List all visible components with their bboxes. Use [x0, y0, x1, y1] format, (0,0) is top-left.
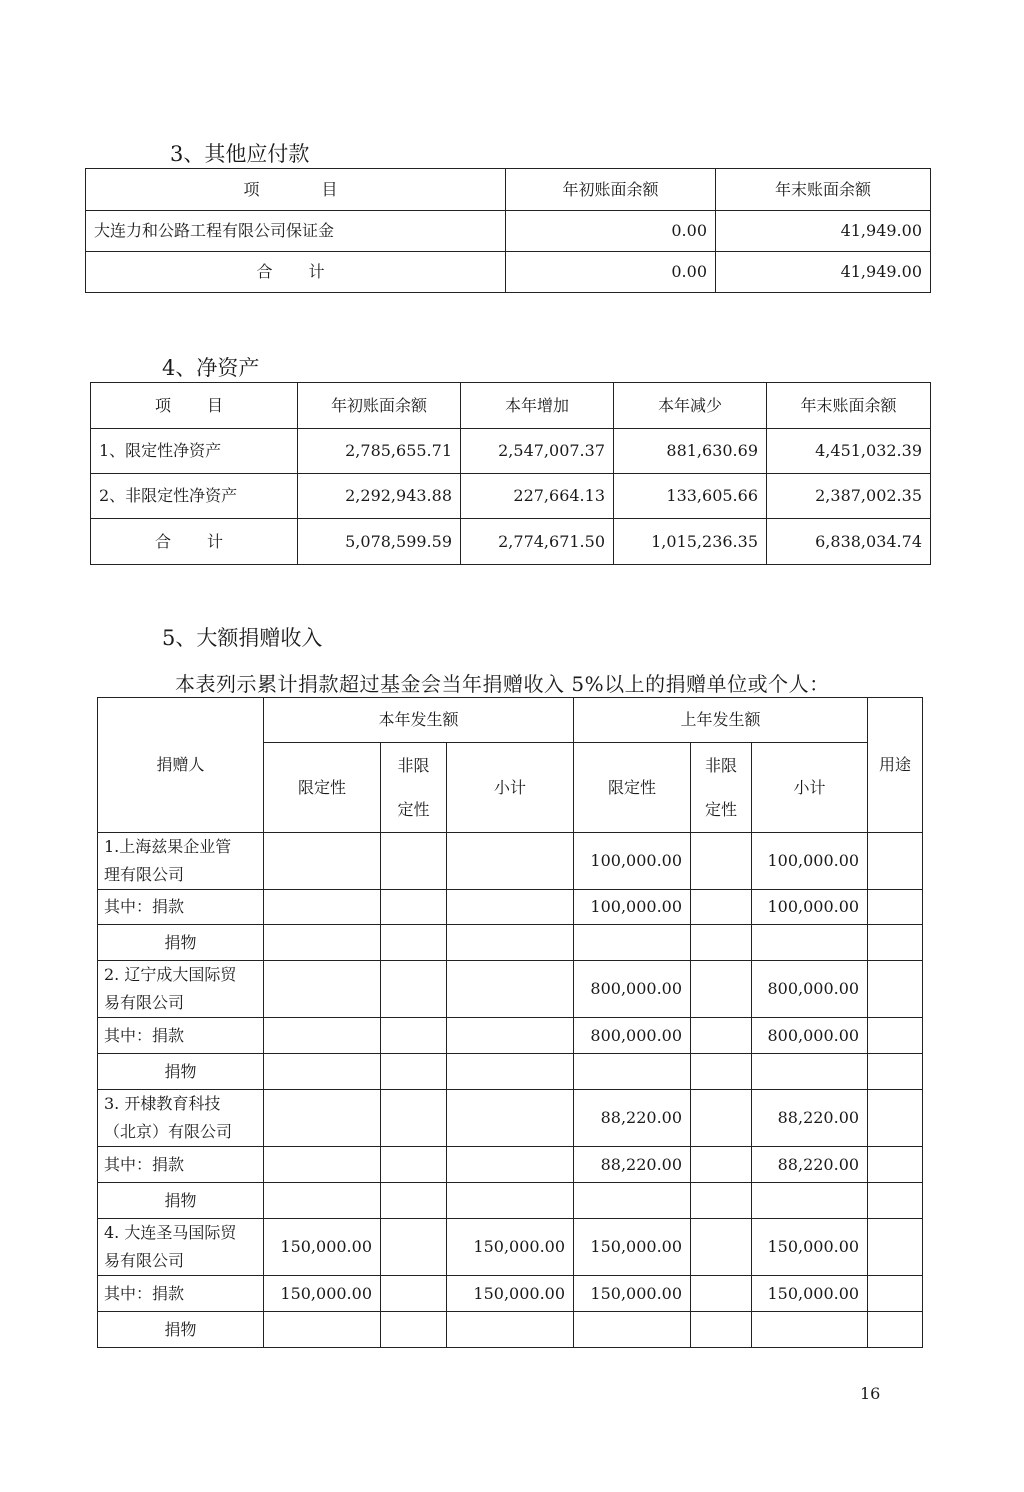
purpose	[868, 1276, 923, 1312]
total-begin: 0.00	[506, 252, 716, 293]
header-decrease: 本年减少	[614, 383, 767, 429]
total-row	[86, 252, 931, 293]
donor-name-line1: 4. 大连圣马国际贸	[104, 1223, 237, 1242]
prev-subtotal	[752, 1183, 868, 1219]
header-end-balance: 年末账面余额	[767, 383, 931, 429]
section-3-title: 3、其他应付款	[170, 142, 310, 166]
purpose	[868, 1312, 923, 1348]
purpose	[868, 961, 923, 1018]
prev-subtotal	[752, 1312, 868, 1348]
row-end: 2,387,002.35	[767, 474, 931, 519]
cur-restricted	[264, 925, 381, 961]
donor-name-line2: （北京）有限公司	[104, 1122, 233, 1141]
header-prev-unrestricted	[691, 743, 752, 833]
donor-name	[98, 961, 264, 1018]
cur-unrestricted	[381, 1276, 447, 1312]
cur-restricted	[264, 833, 381, 890]
header-item: 项 目	[86, 169, 506, 211]
row-begin: 0.00	[506, 211, 716, 252]
purpose	[868, 925, 923, 961]
goods-row	[98, 1183, 923, 1219]
goods-label: 捐物	[98, 1312, 264, 1348]
prev-subtotal: 100,000.00	[752, 833, 868, 890]
cur-subtotal	[447, 925, 574, 961]
prev-unrestricted	[691, 925, 752, 961]
table-header-row	[98, 698, 923, 743]
donor-row	[98, 961, 923, 1018]
prev-restricted: 150,000.00	[574, 1219, 691, 1276]
cur-subtotal	[447, 961, 574, 1018]
prev-subtotal: 150,000.00	[752, 1219, 868, 1276]
cur-subtotal	[447, 833, 574, 890]
total-end: 6,838,034.74	[767, 519, 931, 565]
cash-label: 其中：捐款	[98, 890, 264, 925]
cur-subtotal: 150,000.00	[447, 1219, 574, 1276]
header-unrestricted-line1: 非限	[397, 755, 430, 775]
cur-restricted	[264, 961, 381, 1018]
prev-unrestricted	[691, 1312, 752, 1348]
purpose	[868, 890, 923, 925]
cash-row	[98, 1276, 923, 1312]
table-row	[91, 429, 931, 474]
total-label: 合 计	[91, 519, 298, 565]
prev-subtotal: 150,000.00	[752, 1276, 868, 1312]
goods-row	[98, 1312, 923, 1348]
table-header-row	[86, 169, 931, 211]
prev-unrestricted	[691, 1018, 752, 1054]
header-prev-subtotal: 小计	[752, 743, 868, 833]
row-item: 1、限定性净资产	[91, 429, 298, 474]
header-item: 项 目	[91, 383, 298, 429]
cur-restricted: 150,000.00	[264, 1219, 381, 1276]
goods-row	[98, 925, 923, 961]
purpose	[868, 1183, 923, 1219]
total-row	[91, 519, 931, 565]
cur-unrestricted	[381, 1219, 447, 1276]
goods-label: 捐物	[98, 925, 264, 961]
cur-restricted	[264, 890, 381, 925]
cur-subtotal	[447, 1090, 574, 1147]
donor-name-line1: 2. 辽宁成大国际贸	[104, 965, 237, 984]
cur-unrestricted	[381, 1090, 447, 1147]
cur-subtotal	[447, 1018, 574, 1054]
prev-subtotal: 88,220.00	[752, 1147, 868, 1183]
prev-restricted	[574, 1312, 691, 1348]
purpose	[868, 1054, 923, 1090]
cur-subtotal	[447, 890, 574, 925]
cash-label: 其中：捐款	[98, 1147, 264, 1183]
row-decrease: 133,605.66	[614, 474, 767, 519]
cur-restricted: 150,000.00	[264, 1276, 381, 1312]
cash-row	[98, 1147, 923, 1183]
header-donor: 捐赠人	[98, 698, 264, 833]
row-item: 2、非限定性净资产	[91, 474, 298, 519]
cur-unrestricted	[381, 961, 447, 1018]
cash-row	[98, 1018, 923, 1054]
prev-unrestricted	[691, 833, 752, 890]
cur-subtotal	[447, 1312, 574, 1348]
prev-restricted: 800,000.00	[574, 1018, 691, 1054]
row-increase: 227,664.13	[461, 474, 614, 519]
purpose	[868, 833, 923, 890]
header-unrestricted-line2: 定性	[705, 799, 738, 819]
prev-restricted	[574, 1183, 691, 1219]
cur-restricted	[264, 1090, 381, 1147]
prev-restricted: 800,000.00	[574, 961, 691, 1018]
cur-subtotal	[447, 1183, 574, 1219]
donor-name-line2: 易有限公司	[104, 993, 185, 1012]
header-begin-balance: 年初账面余额	[298, 383, 461, 429]
donor-row	[98, 1219, 923, 1276]
header-unrestricted-line1: 非限	[705, 755, 738, 775]
cur-restricted	[264, 1147, 381, 1183]
row-item: 大连力和公路工程有限公司保证金	[86, 211, 506, 252]
section-5-title: 5、大额捐赠收入	[162, 626, 323, 650]
prev-unrestricted	[691, 961, 752, 1018]
donor-row	[98, 833, 923, 890]
cur-unrestricted	[381, 925, 447, 961]
header-increase: 本年增加	[461, 383, 614, 429]
table-row	[86, 211, 931, 252]
header-begin-balance: 年初账面余额	[506, 169, 716, 211]
header-unrestricted-line2: 定性	[397, 799, 430, 819]
cur-restricted	[264, 1312, 381, 1348]
section-4-title: 4、净资产	[162, 356, 260, 380]
goods-row	[98, 1054, 923, 1090]
goods-label: 捐物	[98, 1054, 264, 1090]
header-cur-restricted: 限定性	[264, 743, 381, 833]
prev-subtotal	[752, 1054, 868, 1090]
page-number: 16	[860, 1384, 881, 1403]
cur-subtotal	[447, 1054, 574, 1090]
cur-restricted	[264, 1054, 381, 1090]
cur-restricted	[264, 1183, 381, 1219]
donor-name	[98, 1219, 264, 1276]
cur-subtotal: 150,000.00	[447, 1276, 574, 1312]
purpose	[868, 1090, 923, 1147]
prev-subtotal: 88,220.00	[752, 1090, 868, 1147]
donor-name-line1: 3. 开棣教育科技	[104, 1094, 221, 1113]
prev-unrestricted	[691, 1276, 752, 1312]
total-decrease: 1,015,236.35	[614, 519, 767, 565]
cash-label: 其中：捐款	[98, 1276, 264, 1312]
total-increase: 2,774,671.50	[461, 519, 614, 565]
cash-label: 其中：捐款	[98, 1018, 264, 1054]
donor-row	[98, 1090, 923, 1147]
prev-restricted: 150,000.00	[574, 1276, 691, 1312]
row-increase: 2,547,007.37	[461, 429, 614, 474]
cur-unrestricted	[381, 1183, 447, 1219]
row-begin: 2,785,655.71	[298, 429, 461, 474]
total-end: 41,949.00	[716, 252, 931, 293]
donor-name-line2: 易有限公司	[104, 1251, 185, 1270]
header-purpose: 用途	[868, 698, 923, 833]
prev-restricted: 88,220.00	[574, 1147, 691, 1183]
cur-restricted	[264, 1018, 381, 1054]
purpose	[868, 1219, 923, 1276]
donor-name	[98, 833, 264, 890]
header-cur-subtotal: 小计	[447, 743, 574, 833]
net-assets-table	[90, 382, 931, 565]
prev-restricted: 100,000.00	[574, 833, 691, 890]
purpose	[868, 1018, 923, 1054]
prev-unrestricted	[691, 890, 752, 925]
prev-unrestricted	[691, 1183, 752, 1219]
prev-restricted: 88,220.00	[574, 1090, 691, 1147]
cur-unrestricted	[381, 1054, 447, 1090]
other-payables-table	[85, 168, 931, 293]
goods-label: 捐物	[98, 1183, 264, 1219]
cur-unrestricted	[381, 833, 447, 890]
prev-restricted	[574, 925, 691, 961]
row-begin: 2,292,943.88	[298, 474, 461, 519]
large-donations-table	[97, 697, 923, 1348]
prev-restricted: 100,000.00	[574, 890, 691, 925]
header-current-year: 本年发生额	[264, 698, 574, 743]
donor-name	[98, 1090, 264, 1147]
section-5-note: 本表列示累计捐款超过基金会当年捐赠收入 5%以上的捐赠单位或个人：	[175, 672, 830, 696]
prev-unrestricted	[691, 1054, 752, 1090]
prev-unrestricted	[691, 1147, 752, 1183]
cur-unrestricted	[381, 890, 447, 925]
prev-subtotal: 800,000.00	[752, 1018, 868, 1054]
cur-unrestricted	[381, 1312, 447, 1348]
table-row	[91, 474, 931, 519]
total-label: 合 计	[86, 252, 506, 293]
header-prior-year: 上年发生额	[574, 698, 868, 743]
table-header-row	[91, 383, 931, 429]
cur-unrestricted	[381, 1018, 447, 1054]
prev-subtotal: 800,000.00	[752, 961, 868, 1018]
row-decrease: 881,630.69	[614, 429, 767, 474]
prev-restricted	[574, 1054, 691, 1090]
header-prev-restricted: 限定性	[574, 743, 691, 833]
prev-subtotal	[752, 925, 868, 961]
donor-name-line1: 1.上海兹果企业管	[104, 837, 232, 856]
prev-subtotal: 100,000.00	[752, 890, 868, 925]
cur-unrestricted	[381, 1147, 447, 1183]
header-cur-unrestricted	[381, 743, 447, 833]
header-end-balance: 年末账面余额	[716, 169, 931, 211]
total-begin: 5,078,599.59	[298, 519, 461, 565]
prev-unrestricted	[691, 1090, 752, 1147]
row-end: 4,451,032.39	[767, 429, 931, 474]
cash-row	[98, 890, 923, 925]
cur-subtotal	[447, 1147, 574, 1183]
purpose	[868, 1147, 923, 1183]
prev-unrestricted	[691, 1219, 752, 1276]
row-end: 41,949.00	[716, 211, 931, 252]
donor-name-line2: 理有限公司	[104, 865, 185, 884]
